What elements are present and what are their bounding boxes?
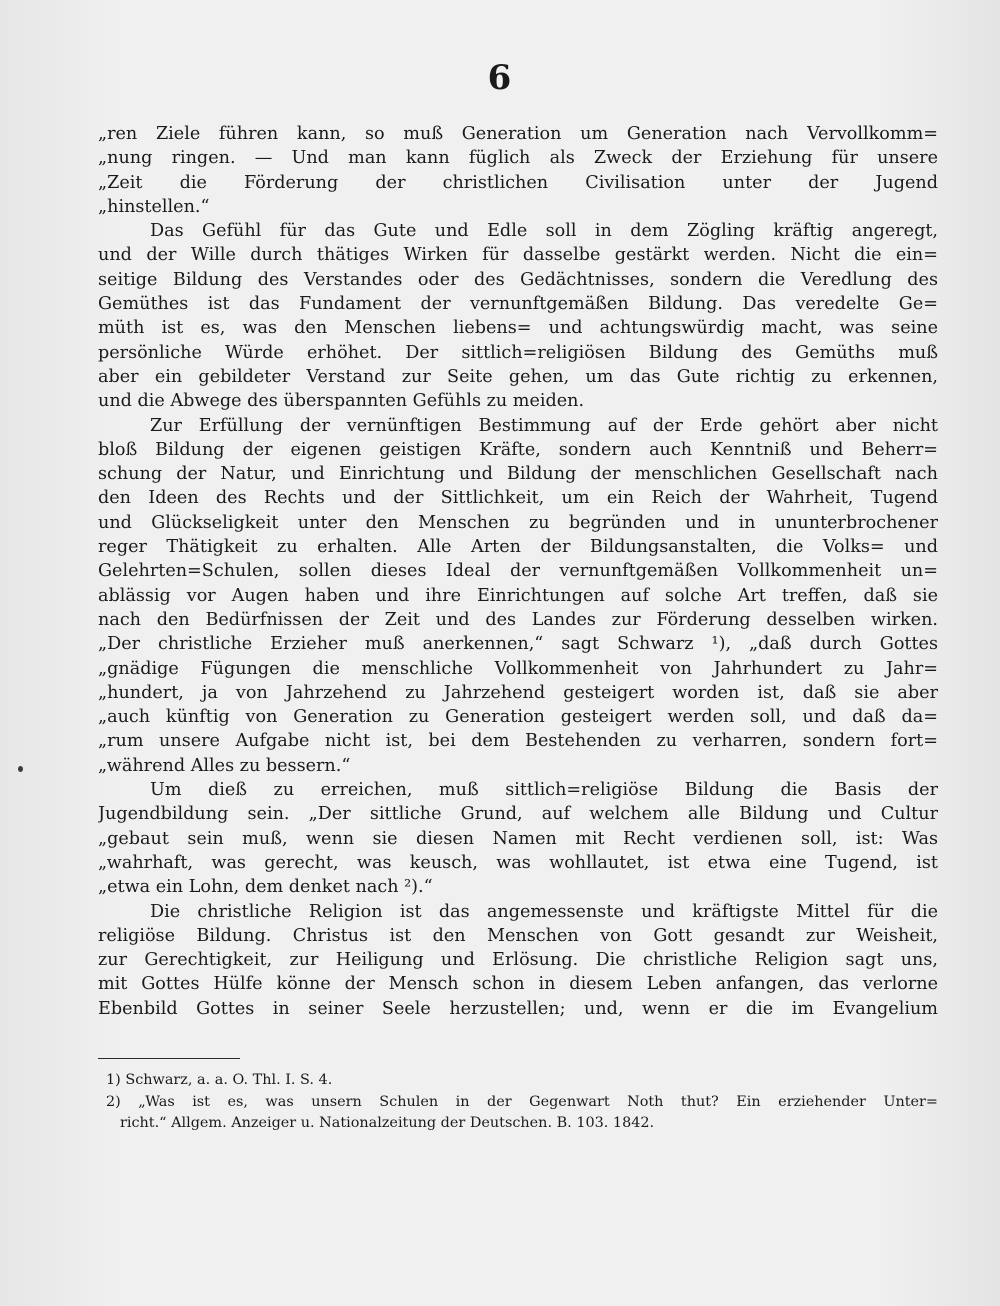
text-line: und Glückseligkeit unter den Menschen zu begründen und in ununterbrochener (98, 512, 938, 533)
text-line: „auch künftig von Generation zu Generation gesteigert werden soll, und daß da= (98, 707, 938, 728)
text-line: Jugendbildung sein. „Der sittliche Grund, auf welchem alle Bildung und Cultur (98, 804, 938, 825)
text-line: nach den Bedürfnissen der Zeit und des Landes zur Förderung desselben wirken. (98, 609, 938, 630)
page-number: 6 (487, 58, 513, 98)
paragraph-start-line: Das Gefühl für das Gute und Edle soll in dem Zögling kräftig angeregt, (150, 221, 938, 242)
text-line: aber ein gebildeter Verstand zur Seite gehen, um das Gute richtig zu erkennen, (98, 366, 938, 387)
footnotes (106, 1070, 938, 1135)
text-line: und die Abwege des überspannten Gefühls zu meiden. (98, 391, 585, 412)
text-line: „ren Ziele führen kann, so muß Generation um Generation nach Vervollkomm= (98, 124, 938, 144)
text-line: „gnädige Fügungen die menschliche Vollkommenheit von Jahrhundert zu Jahr= (98, 658, 938, 679)
text-line: persönliche Würde erhöhet. Der sittlich=religiösen Bildung des Gemüths muß (98, 342, 938, 363)
text-line: und der Wille durch thätiges Wirken für dasselbe gestärkt werden. Nicht die ein= (98, 245, 938, 266)
text-line: „gebaut sein muß, wenn sie diesen Namen mit Recht verdienen soll, ist: Was (98, 828, 938, 849)
scan-speck (18, 766, 23, 772)
text-line: müth ist es, was den Menschen liebens= und achtungswürdig macht, was seine (98, 318, 938, 339)
footnote-divider (98, 1058, 240, 1059)
paragraph-start-line: Die christliche Religion ist das angemessenste und kräftigste Mittel für die (150, 901, 938, 922)
text-line: „während Alles zu bessern.“ (98, 755, 351, 776)
footnote-1: 1) Schwarz, a. a. O. Thl. I. S. 4. (106, 1072, 333, 1088)
text-line: seitige Bildung des Verstandes oder des Gedächtnisses, sondern die Veredlung des (98, 269, 938, 290)
text-line: mit Gottes Hülfe könne der Mensch schon in diesem Leben anfangen, das verlorne (98, 974, 938, 995)
text-line: den Ideen des Rechts und der Sittlichkeit, um ein Reich der Wahrheit, Tugend (98, 488, 938, 509)
text-line: „rum unsere Aufgabe nicht ist, bei dem Bestehenden zu verharren, sondern fort= (98, 731, 938, 752)
text-line: religiöse Bildung. Christus ist den Menschen von Gott gesandt zur Weisheit, (98, 925, 938, 946)
text-line: schung der Natur, und Einrichtung und Bildung der menschlichen Gesellschaft nach (98, 464, 938, 485)
main-text-block (98, 122, 938, 1021)
footnote-2: 2) „Was ist es, was unsern Schulen in der Gegenwart Noth thut? Ein erziehender Unter= (106, 1093, 938, 1110)
text-line: „Der christliche Erzieher muß anerkennen,“ sagt Schwarz ¹), „daß durch Gottes (98, 634, 938, 655)
paragraph-start-line: Zur Erfüllung der vernünftigen Bestimmung auf der Erde gehört aber nicht (150, 415, 938, 436)
text-line: „Zeit die Förderung der christlichen Civilisation unter der Jugend (98, 172, 938, 193)
paragraph-start-line: Um dieß zu erreichen, muß sittlich=religiöse Bildung die Basis der (150, 780, 938, 801)
text-line: „hinstellen.“ (98, 196, 210, 217)
text-line: „etwa ein Lohn, dem denket nach ²).“ (98, 877, 433, 898)
text-line: „hundert, ja von Jahrzehend zu Jahrzehend gesteigert worden ist, daß sie aber (98, 682, 938, 703)
text-line: ablässig vor Augen haben und ihre Einrichtungen auf solche Art treffen, daß sie (98, 585, 938, 606)
text-line: „nung ringen. — Und man kann füglich als Zweck der Erziehung für unsere (98, 148, 938, 169)
text-line: bloß Bildung der eigenen geistigen Kräfte, sondern auch Kenntniß und Beherr= (98, 439, 938, 460)
text-line: zur Gerechtigkeit, zur Heiligung und Erlösung. Die christliche Religion sagt uns, (98, 950, 938, 971)
footnote-2-continuation: richt.“ Allgem. Anzeiger u. Nationalzeitung der Deutschen. B. 103. 1842. (120, 1115, 655, 1131)
text-line: Ebenbild Gottes in seiner Seele herzustellen; und, wenn er die im Evangelium (98, 998, 938, 1019)
text-line: Gemüthes ist das Fundament der vernunftgemäßen Bildung. Das veredelte Ge= (98, 294, 938, 315)
text-line: „wahrhaft, was gerecht, was keusch, was wohllautet, ist etwa eine Tugend, ist (98, 852, 938, 873)
text-line: reger Thätigkeit zu erhalten. Alle Arten der Bildungsanstalten, die Volks= und (98, 537, 938, 558)
text-line: Gelehrten=Schulen, sollen dieses Ideal der vernunftgemäßen Vollkommenheit un= (98, 561, 938, 582)
